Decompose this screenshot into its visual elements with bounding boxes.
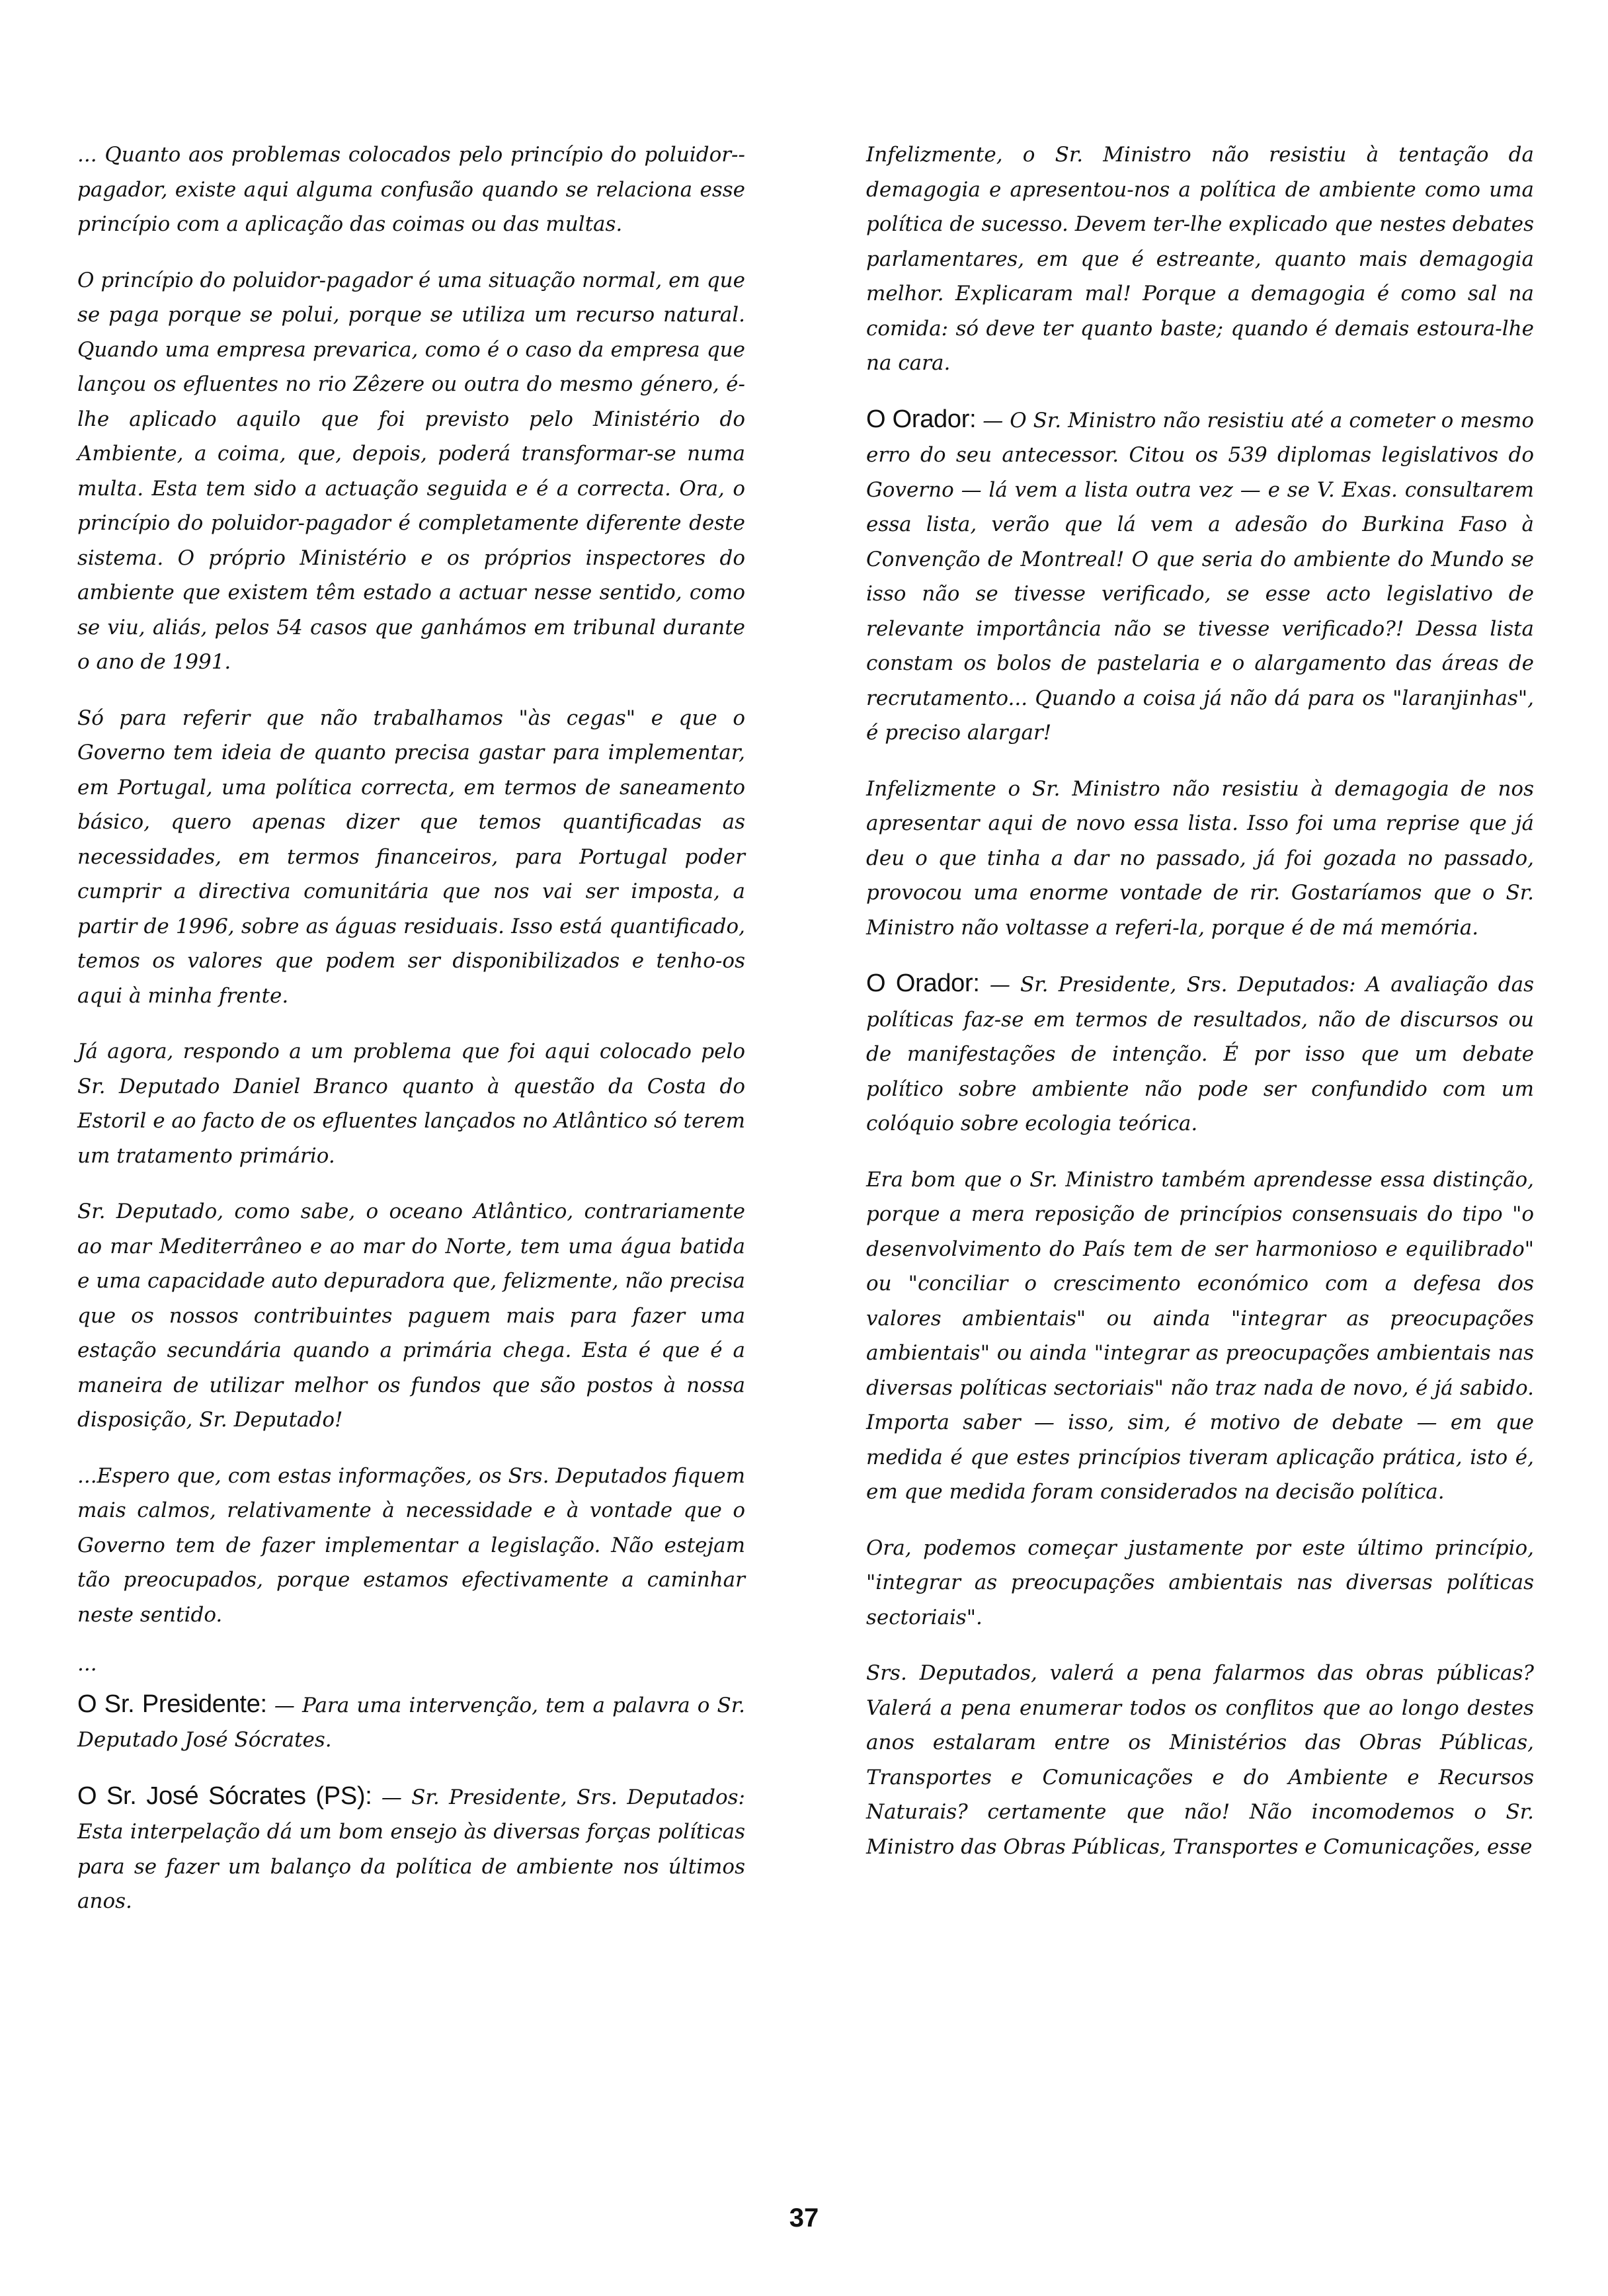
- speech-text: — Sr. Presidente, Srs. Deputados: A avaliação das políticas faz-se em termos de resultados, não de discursos ou de manifestações de intenção. É por isso que um debate político sobre ambiente não pode ser confundido com um colóquio sobre ecologia teórica.: [866, 973, 1534, 1135]
- page-number: 37: [789, 2203, 819, 2233]
- ellipsis: ...: [77, 1652, 97, 1676]
- speaker-name: O Orador:: [866, 405, 977, 433]
- paragraph: Era bom que o Sr. Ministro também aprendesse essa distinção, porque a mera reposição de princípios consensuais do tipo "o desenvolvimento do País tem de ser harmonioso e equilibrado" ou "conciliar o crescimento económico com a defesa dos valores ambientais" ou ainda "integrar as preocupações ambientais" ou ainda "integrar as preocupações ambientais nas diversas políticas sectoriais" não traz nada de novo, é já sabido. Importa saber — isso, sim, é motivo de debate — em que medida é que estes princípios tiveram aplicação prática, isto é, em que medida foram considerados na decisão política.: [866, 1167, 1534, 1504]
- speech-paragraph: [866, 402, 1534, 751]
- speech-text: — Para uma intervenção, tem a palavra o Sr. Deputado José Sócrates.: [77, 1693, 745, 1752]
- speech-text: — O Sr. Ministro não resistiu até a cometer o mesmo erro do seu antecessor. Citou os 539 diplomas legislativos do Governo — lá vem a lista outra vez — e se V. Exas. consultarem essa lista, verão que lá vem a adesão do Burkina Faso à Convenção de Montreal! O que seria do ambiente do Mundo se isso não se tivesse verificado, se esse acto legislativo de relevante importância não se tivesse verificado?! Dessa lista constam os bolos de pastelaria e o alargamento das áreas de recrutamento... Quando a coisa já não dá para os "laranjinhas", é preciso alargar!: [866, 408, 1534, 745]
- speaker-name: O Sr. José Sócrates (PS):: [77, 1782, 372, 1810]
- paragraph: ... Quanto aos problemas colocados pelo princípio do poluidor--pagador, existe aqui alguma confusão quando se relaciona esse princípio com a aplicação das coimas ou das multas.: [77, 143, 745, 236]
- paragraph: Sr. Deputado, como sabe, o oceano Atlântico, contrariamente ao mar Mediterrâneo e ao mar do Norte, tem uma água batida e uma capacidade auto depuradora que, felizmente, não precisa que os nossos contribuintes paguem mais para fazer uma estação secundária quando a primária chega. Esta é que é a maneira de utilizar melhor os fundos que são postos à nossa disposição, Sr. Deputado!: [77, 1200, 745, 1432]
- paragraph: ...Espero que, com estas informações, os Srs. Deputados fiquem mais calmos, relativamente à necessidade e à vontade que o Governo tem de fazer implementar a legislação. Não estejam tão preocupados, porque estamos efectivamente a caminhar neste sentido.: [77, 1463, 745, 1627]
- left-column: [77, 138, 745, 1940]
- speech-paragraph: [866, 966, 1534, 1141]
- speaker-name: O Sr. Presidente:: [77, 1690, 267, 1718]
- speech-paragraph: [77, 1779, 745, 1919]
- paragraph: Ora, podemos começar justamente por este último princípio, "integrar as preocupações ambientais nas diversas políticas sectoriais".: [866, 1536, 1534, 1629]
- speech-text: — Sr. Presidente, Srs. Deputados: Esta interpelação dá um bom ensejo às diversas forças políticas para se fazer um balanço da política de ambiente nos últimos anos.: [77, 1785, 746, 1913]
- paragraph: Srs. Deputados, valerá a pena falarmos das obras públicas? Valerá a pena enumerar todos os conflitos que ao longo destes anos estalaram entre os Ministérios das Obras Públicas, Transportes e Comunicações e do Ambiente e Recursos Naturais? certamente que não! Não incomodemos o Sr. Ministro das Obras Públicas, Transportes e Comunicações, esse: [866, 1661, 1534, 1859]
- speaker-name: O Orador:: [866, 969, 980, 997]
- paragraph: Infelizmente o Sr. Ministro não resistiu à demagogia de nos apresentar aqui de novo essa lista. Isso foi uma reprise que já deu o que tinha a dar no passado, já foi gozada no passado, provocou uma enorme vontade de rir. Gostaríamos que o Sr. Ministro não voltasse a referi-la, porque é de má memória.: [866, 776, 1534, 940]
- paragraph: Só para referir que não trabalhamos "às cegas" e que o Governo tem ideia de quanto precisa gastar para implementar, em Portugal, uma política correcta, em termos de saneamento básico, quero apenas dizer que temos quantificadas as necessidades, em termos financeiros, para Portugal poder cumprir a directiva comunitária que nos vai ser imposta, a partir de 1996, sobre as águas residuais. Isso está quantificado, temos os valores que podem ser disponibilizados e tenho-os aqui à minha frente.: [77, 706, 745, 1008]
- speech-paragraph: [77, 1687, 745, 1758]
- paragraph: Já agora, respondo a um problema que foi aqui colocado pelo Sr. Deputado Daniel Branco quanto à questão da Costa do Estoril e ao facto de os efluentes lançados no Atlântico só terem um tratamento primário.: [77, 1040, 745, 1168]
- right-column: [866, 138, 1534, 1885]
- paragraph: Infelizmente, o Sr. Ministro não resistiu à tentação da demagogia e apresentou-nos a política de ambiente como uma política de sucesso. Devem ter-lhe explicado que nestes debates parlamentares, em que é estreante, quanto mais demagogia melhor. Explicaram mal! Porque a demagogia é como sal na comida: só deve ter quanto baste; quando é demais estoura-lhe na cara.: [866, 143, 1534, 375]
- paragraph: O princípio do poluidor-pagador é uma situação normal, em que se paga porque se polui, porque se utiliza um recurso natural. Quando uma empresa prevarica, como é o caso da empresa que lançou os efluentes no rio Zêzere ou outra do mesmo género, é-lhe aplicado aquilo que foi previsto pelo Ministério do Ambiente, a coima, que, depois, poderá transformar-se numa multa. Esta tem sido a actuação seguida e é a correcta. Ora, o princípio do poluidor-pagador é completamente diferente deste sistema. O próprio Ministério e os próprios inspectores do ambiente que existem têm estado a actuar nesse sentido, como se viu, aliás, pelos 54 casos que ganhámos em tribunal durante o ano de 1991.: [77, 268, 745, 674]
